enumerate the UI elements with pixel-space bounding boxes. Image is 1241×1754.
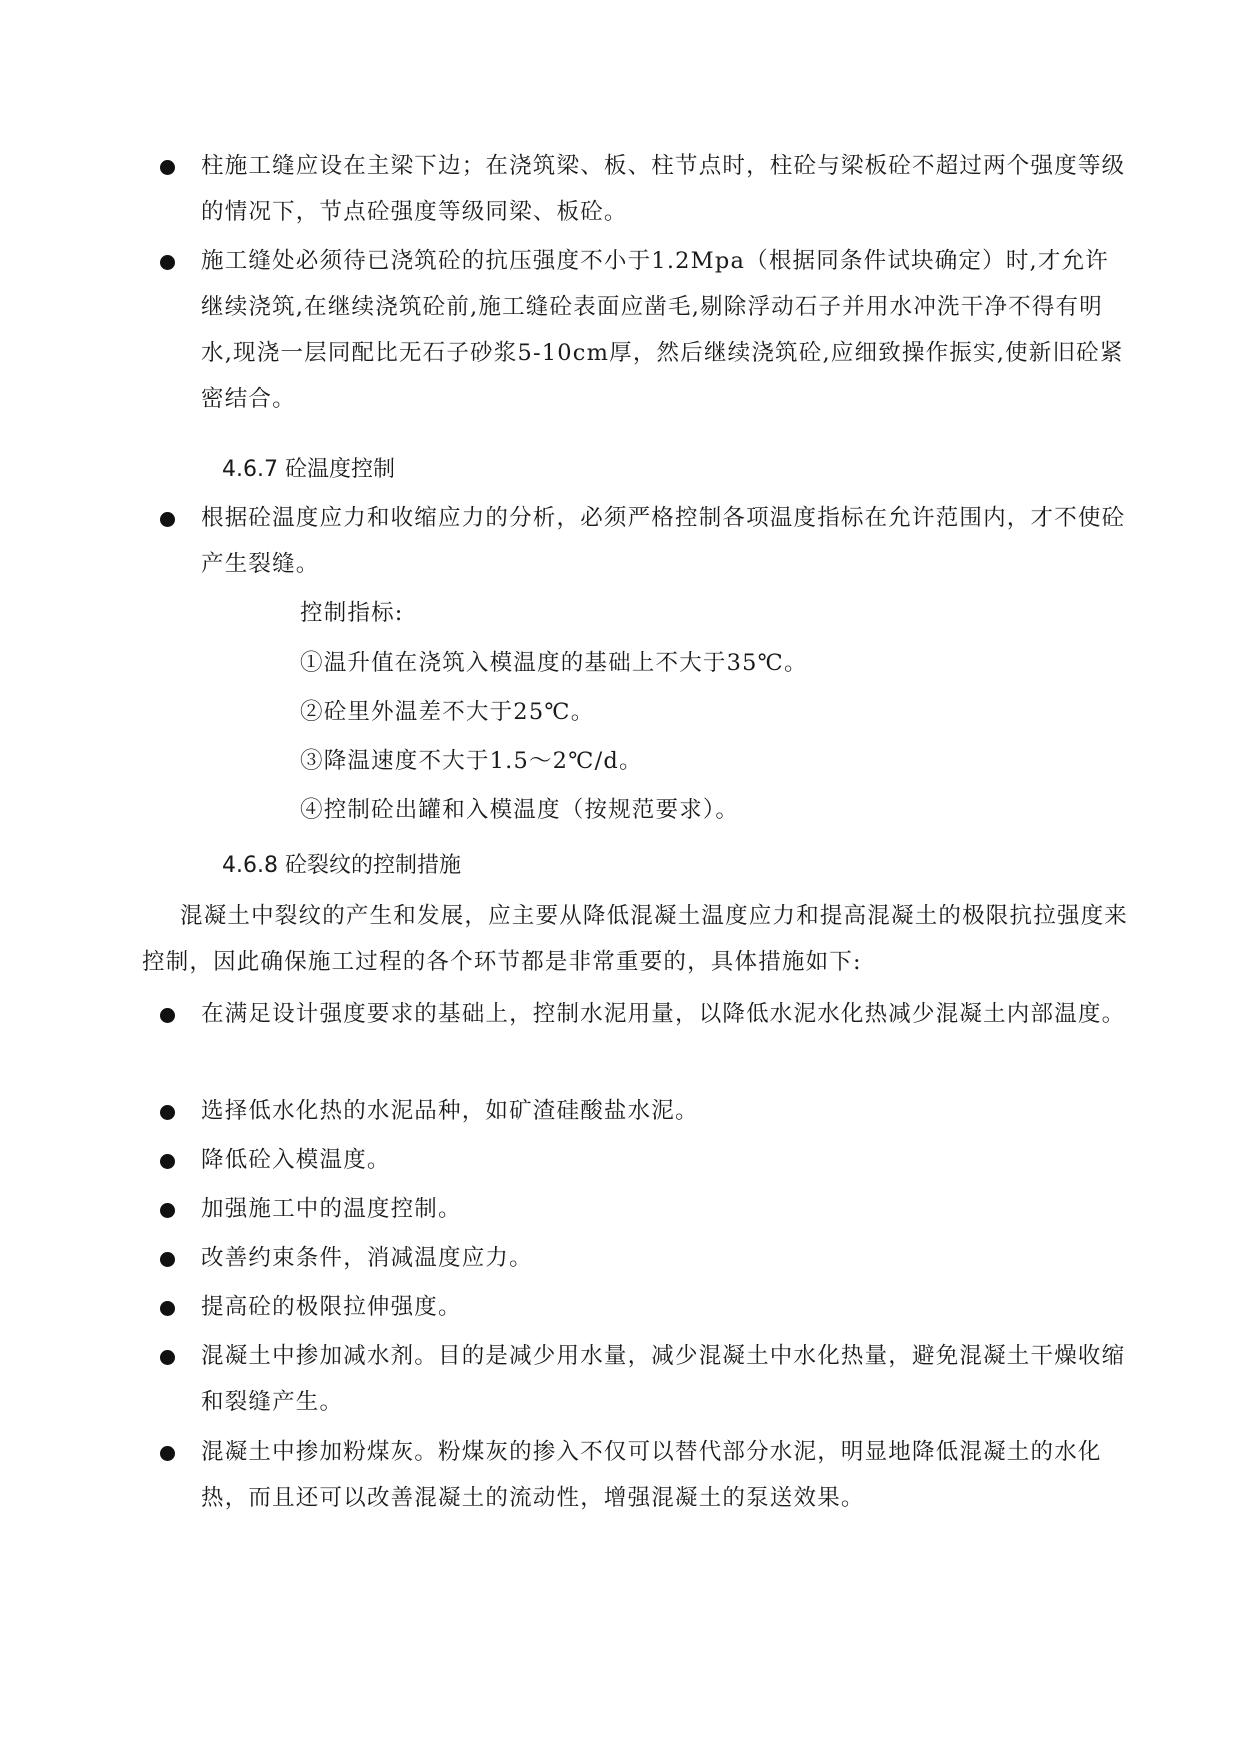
bullet-dot-icon <box>160 512 175 527</box>
bullet-dot-icon <box>160 255 175 270</box>
indicator-item: ④控制砼出罐和入模温度（按规范要求）。 <box>300 797 740 823</box>
bullet-text: 改善约束条件，消减温度应力。 <box>201 1245 533 1271</box>
bullet-dot-icon <box>160 1203 175 1218</box>
indicators-title: 控制指标: <box>300 600 404 626</box>
bullet-text: 根据砼温度应力和收缩应力的分析，必须严格控制各项温度指标在允许范围内，才不使砼产生裂缝。 <box>201 505 1126 577</box>
bullet-dot-icon <box>160 1446 175 1461</box>
bullet-dot-icon <box>160 1252 175 1267</box>
bullet-dot-icon <box>160 1301 175 1316</box>
indicator-item: ③降温速度不大于1.5～2℃/d。 <box>300 748 643 774</box>
indicator-item: ②砼里外温差不大于25℃。 <box>300 699 595 725</box>
bullet-dot-icon <box>160 1105 175 1120</box>
bullet-text: 施工缝处必须待已浇筑砼的抗压强度不小于1.2Mpa（根据同条件试块确定）时,才允许继续浇筑,在继续浇筑砼前,施工缝砼表面应凿毛,剔除浮动石子并用水冲洗干净不得有明水,现浇一层同配比无石子砂浆5-10cm厚，然后继续浇筑砼,应细致操作振实,使新旧砼紧密结合。 <box>201 248 1124 412</box>
bullet-text: 提高砼的极限拉伸强度。 <box>201 1294 462 1320</box>
bullet-text: 柱施工缝应设在主梁下边；在浇筑梁、板、柱节点时，柱砼与梁板砼不超过两个强度等级的情况下，节点砼强度等级同梁、板砼。 <box>201 153 1126 225</box>
bullet-text: 在满足设计强度要求的基础上，控制水泥用量，以降低水泥水化热减少混凝土内部温度。 <box>201 1001 1126 1027</box>
bullet-dot-icon <box>160 160 175 175</box>
indicator-item: ①温升值在浇筑入模温度的基础上不大于35℃。 <box>300 650 808 676</box>
bullet-text: 加强施工中的温度控制。 <box>201 1196 462 1222</box>
section-heading-4-6-8: 4.6.8 砼裂纹的控制措施 <box>222 853 461 878</box>
bullet-text: 混凝土中掺加减水剂。目的是减少用水量，减少混凝土中水化热量，避免混凝土干燥收缩和裂缝产生。 <box>201 1343 1126 1415</box>
bullet-text: 降低砼入模温度。 <box>201 1147 391 1173</box>
section-heading-4-6-7: 4.6.7 砼温度控制 <box>222 457 395 482</box>
bullet-dot-icon <box>160 1350 175 1365</box>
bullet-dot-icon <box>160 1008 175 1023</box>
bullet-dot-icon <box>160 1154 175 1169</box>
section-intro-paragraph: 混凝土中裂纹的产生和发展，应主要从降低混凝土温度应力和提高混凝土的极限抗拉强度来控制，因此确保施工过程的各个环节都是非常重要的，具体措施如下: <box>142 903 1129 975</box>
bullet-text: 混凝土中掺加粉煤灰。粉煤灰的掺入不仅可以替代部分水泥，明显地降低混凝土的水化热，而且还可以改善混凝土的流动性，增强混凝土的泵送效果。 <box>201 1439 1102 1511</box>
bullet-text: 选择低水化热的水泥品种，如矿渣硅酸盐水泥。 <box>201 1098 699 1124</box>
